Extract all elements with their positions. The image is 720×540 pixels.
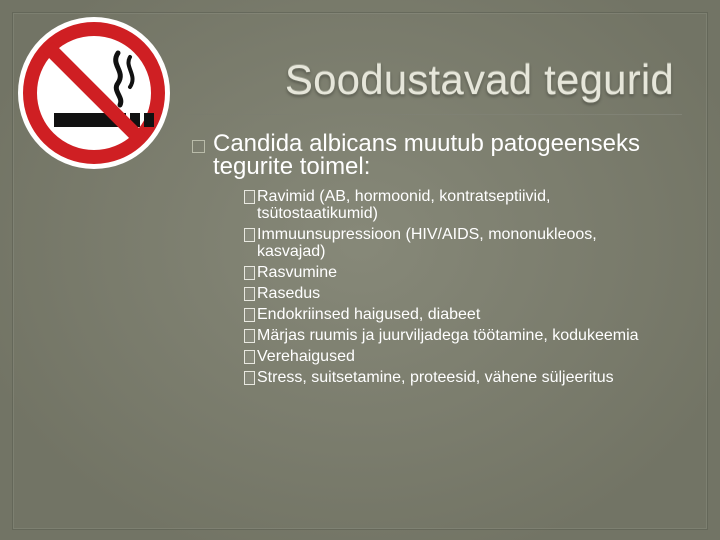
square-bullet-icon [244, 350, 255, 364]
list-item-text: Rasedus [257, 285, 321, 302]
square-bullet-icon [244, 228, 255, 242]
square-bullet-icon [244, 190, 255, 204]
list-item-text: Immuunsupressioon (HIV/AIDS, mononukleoos, kasvajad) [257, 226, 597, 260]
square-bullet-icon [244, 308, 255, 322]
title-divider [186, 114, 682, 115]
list-item-text: Endokriinsed haigused, diabeet [257, 306, 481, 323]
square-bullet-icon [244, 329, 255, 343]
square-bullet-icon [192, 140, 205, 153]
list-item [244, 285, 664, 302]
list-item [244, 188, 664, 222]
list-item-text: Verehaigused [257, 348, 355, 365]
list-item [244, 348, 664, 365]
list-item [244, 226, 664, 260]
list-item [244, 369, 664, 386]
main-point [192, 132, 662, 178]
square-bullet-icon [244, 266, 255, 280]
square-bullet-icon [244, 371, 255, 385]
no-smoking-icon [14, 13, 174, 173]
slide-title: Soodustavad tegurid [284, 56, 674, 103]
list-item-text: Ravimid (AB, hormoonid, kontratseptiivid, tsütostaatikumid) [257, 188, 551, 222]
list-item [244, 264, 664, 281]
main-point-text: Candida albicans muutub patogeenseks tegurite toimel: [213, 130, 640, 180]
factor-list [244, 188, 664, 390]
list-item [244, 306, 664, 323]
list-item [244, 327, 664, 344]
list-item-text: Märjas ruumis ja juurviljadega töötamine, kodukeemia [257, 327, 639, 344]
list-item-text: Stress, suitsetamine, proteesid, vähene süljeeritus [257, 369, 614, 386]
square-bullet-icon [244, 287, 255, 301]
list-item-text: Rasvumine [257, 264, 338, 281]
